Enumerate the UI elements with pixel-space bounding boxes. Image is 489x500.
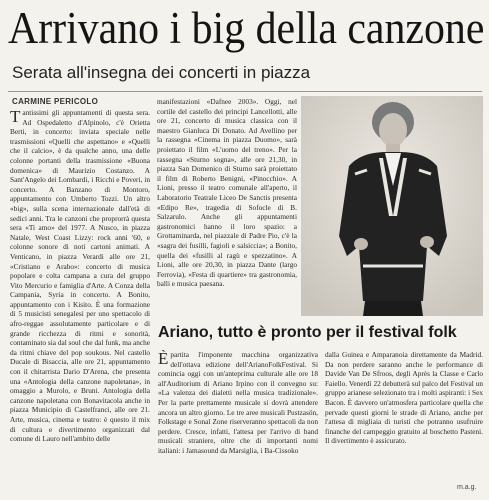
page-title: Arrivano i big della canzone [8,3,485,53]
article-column-1 [10,108,150,496]
article-2-title: Ariano, tutto è pronto per il festival folk [158,324,457,341]
byline: CARMINE PERICOLO [12,97,99,106]
article-column-2 [157,97,297,302]
article-text: antissimi gli appuntamenti di questa sera. Ad Ospedaletto d'Alpinolo, c'è Orietta Berti, in concerto: inviata speciale nelle trasmissioni «Quelli che aspettano» e «Quelli che il calcio», è da qualche anno, una delle colonne portanti della trasmissione «Buona domenica» di Maurizio Costanzo. A Sant'Angelo dei Lombardi, i Ricchi e Poveri, in concerto. A Banzano di Montoro, appuntamento con Umberto Tozzi. Un altro «big», sulla scena internazionale dall'età di sedici anni. Tra le canzoni che proprorrà questa sera «Ti amo» del 1977. A Nusco, in piazza Natale, West Coast Lizzy: rock anni '60, e colonne sonore di noti cartoni animati. A Venticano, in piazza Verardi alle ore 21, «Cristiano e Arabo»: concerto di musica popolare e colta campana a cura del gruppo Vito Mercurio e famiglia d'Arte. A Conza della Campania, Syria in concerto. A Bonito, appuntamento con i Kisito. È una formazione di 5 musicisti senegalesi per uno spettacolo di afro-reggae assolutamente particolare e di grande ricchezza di ritmi e sonorità, contaminato sia dal soul che dal funk, ma anche da ritmi chiave del pop soukous. Nel castello Ducale di Bisaccia, alle ore 21, appuntamento con il chitarrista Dario D'Arena, che presenta una «Antologia della canzone napoletana», in omaggio a Murolo, e Bruni. Antologia della canzone napoletana con Bonavitacola anche in piazza Municipio di Castelfranci, alle ore 21. Arte, musica, cinema e teatro: è questo il mix di cultura e divertimento organizzati dal comune di Lauro nell'ambito delle [10,108,150,444]
singer-photo [301,96,483,316]
dropcap: T [10,108,21,126]
article-2-column-2 [325,350,483,470]
signature: m.a.g. [457,484,477,491]
dropcap: È [158,350,169,368]
article-text: partita l'imponente macchina organizzativa dell'ottava edizione dell'ArianoFolkFestival. Si comincia oggi con un'anteprima culturale alle ore 18 all'Auditorium di Ariano Irpino con il convegno su: «La valenza dei dialetti nella musica tradizionale». Per la parte prettamente musicale si dovrà attendere ancora un altro giorno. Le tre aree musicali Pustzasön, Folkstage e Sonal Zone riserveranno spettacoli da non perdere. Cresce, infatti, l'attesa per l'arrivo di band musicali straniere, oltre che di importanti nomi italiani: i Jamasound da Marsiglia, i Ba-Cissoko [158,350,318,455]
article-text: dalla Guinea e Amparanoia direttamente da Madrid. Da non perdere saranno anche le performance di Davide Van De Sfroos, degli Après la Classe e Carlo Faiello. Venerdì 22 debutterà sul palco del Festival un gruppo arianese selezionato tra i molti aspiranti: i Sex Bacon. È davvero un'atmosfera particolare quella che pervade questi giorni le strade di Ariano, anche per l'attesa di migliaia di turisti che potranno usufruire finanche del campeggio gratuito al boschetto Pasteni. Il divertimento è assicurato. [325,350,483,446]
divider [8,91,482,92]
article-text: manifestazioni «Dafnee 2003». Oggi, nel cortile del castello dei principi Lancellotti, alle ore 21, concerto di musica classica con il maestro Gianluca Di Donato. Ad Avellino per la rassegna «Cinema in piazza Duomo», sarà proiettato il film «L'uomo del treno». Per la rassegna «Sturno sogna», alle ore 21,30, in piazza San Domenico di Sturno sarà proiettato il film di Roberto Benigni, «Pinocchio». A Lioni, presso il teatro comunale all'aperto, il Laboratorio Teatrale Liceo De Sanctis presenta «Edipo Re», tragedia di Sofocle di B. Salzarulo. Anche gli appuntamenti gastronomici hanno il loro spazio: a Grottaminarda, nel piazzale di Padre Pio, c'è la «sagra dei fusilli, fagioli e salsiccia»; a Bonito, quella dei «fusilli al ragù e spezzatino». A Lioni, alle ore 20,30, in piazza Dante (largo Ferrovia), «Festa di quartiere» tra gastronomia, balli e musica paesana. [157,97,297,289]
article-2-column-1 [158,350,318,496]
subheadline: Serata all'insegna dei concerti in piazza [12,63,311,82]
